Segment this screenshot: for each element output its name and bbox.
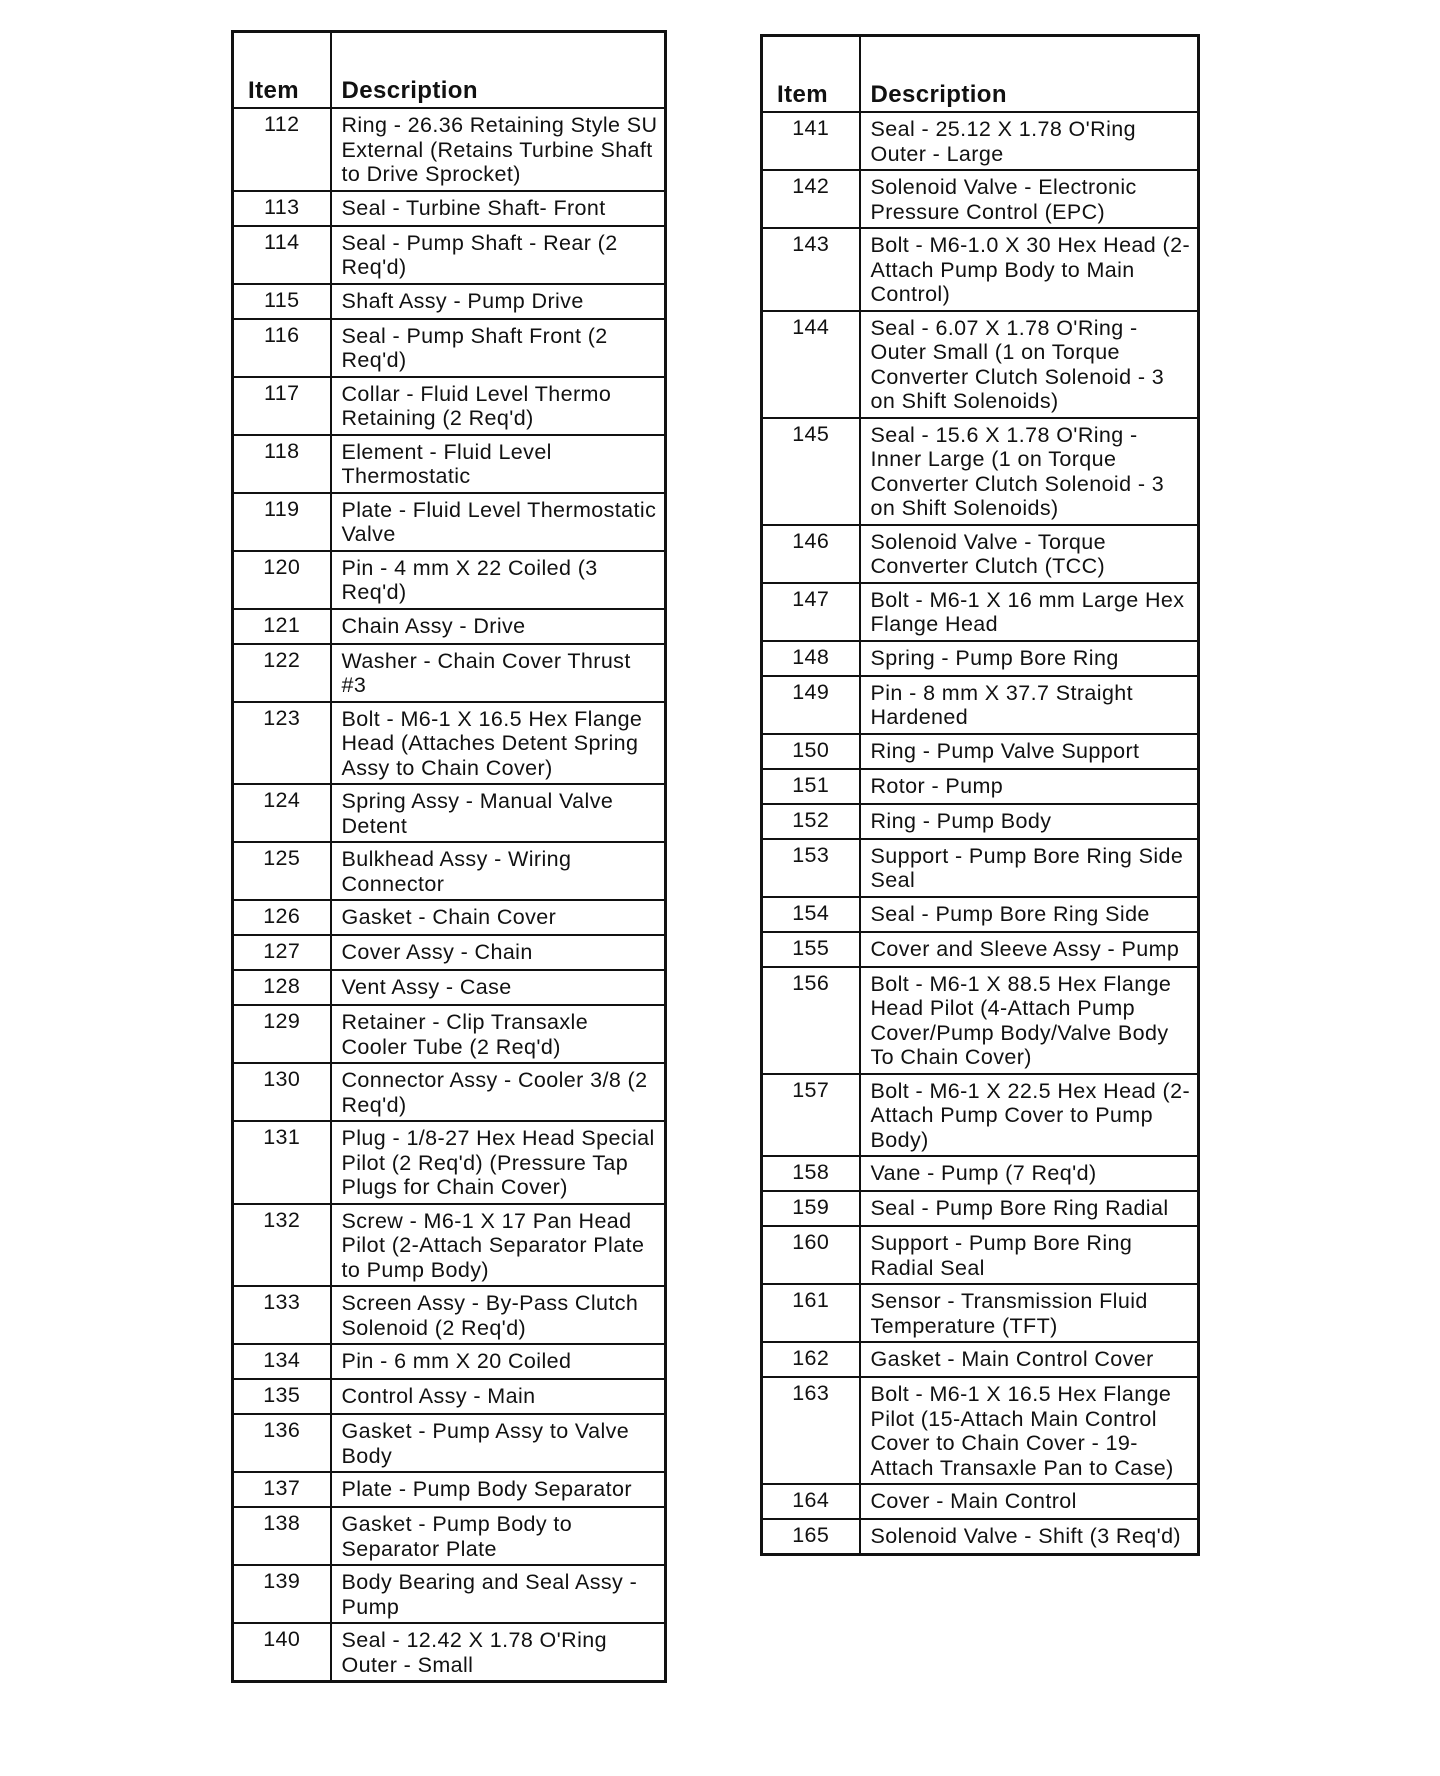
column-header-item: Item <box>233 32 331 109</box>
item-description: Seal - 25.12 X 1.78 O'Ring Outer - Large <box>860 112 1199 170</box>
table-row <box>762 311 1199 418</box>
item-number: 137 <box>233 1472 331 1507</box>
table-row <box>762 1377 1199 1484</box>
item-description: Screen Assy - By-Pass Clutch Solenoid (2 Req'd) <box>331 1286 666 1344</box>
item-number: 125 <box>233 842 331 900</box>
item-number: 164 <box>762 1484 860 1519</box>
item-description: Plug - 1/8-27 Hex Head Special Pilot (2 Req'd) (Pressure Tap Plugs for Chain Cover) <box>331 1121 666 1204</box>
table-row <box>762 1519 1199 1554</box>
table-row <box>233 1204 666 1287</box>
item-number: 165 <box>762 1519 860 1554</box>
table-row <box>233 191 666 226</box>
table-row <box>762 1191 1199 1226</box>
table-row <box>233 108 666 191</box>
table-row <box>762 112 1199 170</box>
item-number: 136 <box>233 1414 331 1472</box>
item-number: 113 <box>233 191 331 226</box>
item-number: 129 <box>233 1005 331 1063</box>
item-number: 130 <box>233 1063 331 1121</box>
item-description: Solenoid Valve - Electronic Pressure Control (EPC) <box>860 170 1199 228</box>
table-row <box>233 1565 666 1623</box>
item-description: Seal - 15.6 X 1.78 O'Ring - Inner Large (1 on Torque Converter Clutch Solenoid - 3 on Shift Solenoids) <box>860 418 1199 525</box>
item-description: Ring - Pump Body <box>860 804 1199 839</box>
item-description: Ring - 26.36 Retaining Style SU External (Retains Turbine Shaft to Drive Sprocket) <box>331 108 666 191</box>
item-number: 121 <box>233 609 331 644</box>
item-number: 146 <box>762 525 860 583</box>
item-description: Gasket - Main Control Cover <box>860 1342 1199 1377</box>
table-row <box>233 842 666 900</box>
table-row <box>762 170 1199 228</box>
item-description: Seal - Pump Shaft - Rear (2 Req'd) <box>331 226 666 284</box>
table-row <box>762 1074 1199 1157</box>
item-number: 116 <box>233 319 331 377</box>
item-description: Seal - Pump Bore Ring Radial <box>860 1191 1199 1226</box>
item-description: Spring Assy - Manual Valve Detent <box>331 784 666 842</box>
item-description: Plate - Pump Body Separator <box>331 1472 666 1507</box>
table-row <box>233 226 666 284</box>
item-number: 132 <box>233 1204 331 1287</box>
table-row <box>233 1379 666 1414</box>
table-row <box>233 935 666 970</box>
item-description: Rotor - Pump <box>860 769 1199 804</box>
item-number: 139 <box>233 1565 331 1623</box>
item-number: 142 <box>762 170 860 228</box>
table-row <box>233 702 666 785</box>
table-row <box>233 1063 666 1121</box>
item-description: Cover Assy - Chain <box>331 935 666 970</box>
item-number: 147 <box>762 583 860 641</box>
table-row <box>233 1507 666 1565</box>
table-row <box>762 1284 1199 1342</box>
table-row <box>762 1226 1199 1284</box>
table-row <box>762 1342 1199 1377</box>
item-description: Control Assy - Main <box>331 1379 666 1414</box>
table-row <box>233 551 666 609</box>
table-row <box>762 525 1199 583</box>
item-number: 153 <box>762 839 860 897</box>
item-description: Bolt - M6-1 X 88.5 Hex Flange Head Pilot (4-Attach Pump Cover/Pump Body/Valve Body To Chain Cover) <box>860 967 1199 1074</box>
item-number: 131 <box>233 1121 331 1204</box>
item-description: Washer - Chain Cover Thrust #3 <box>331 644 666 702</box>
item-number: 151 <box>762 769 860 804</box>
item-description: Bolt - M6-1 X 16.5 Hex Flange Head (Attaches Detent Spring Assy to Chain Cover) <box>331 702 666 785</box>
table-row <box>233 609 666 644</box>
item-number: 119 <box>233 493 331 551</box>
item-number: 141 <box>762 112 860 170</box>
item-description: Cover - Main Control <box>860 1484 1199 1519</box>
item-number: 157 <box>762 1074 860 1157</box>
item-number: 126 <box>233 900 331 935</box>
table-row <box>762 1484 1199 1519</box>
table-row <box>762 418 1199 525</box>
item-description: Collar - Fluid Level Thermo Retaining (2 Req'd) <box>331 377 666 435</box>
item-number: 162 <box>762 1342 860 1377</box>
item-number: 135 <box>233 1379 331 1414</box>
item-description: Body Bearing and Seal Assy - Pump <box>331 1565 666 1623</box>
item-description: Solenoid Valve - Shift (3 Req'd) <box>860 1519 1199 1554</box>
item-number: 148 <box>762 641 860 676</box>
item-number: 124 <box>233 784 331 842</box>
table-row <box>233 1005 666 1063</box>
table-row <box>762 583 1199 641</box>
item-description: Pin - 4 mm X 22 Coiled (3 Req'd) <box>331 551 666 609</box>
item-number: 159 <box>762 1191 860 1226</box>
item-number: 144 <box>762 311 860 418</box>
table-row <box>233 900 666 935</box>
item-description: Seal - Pump Bore Ring Side <box>860 897 1199 932</box>
item-number: 127 <box>233 935 331 970</box>
table-row <box>762 967 1199 1074</box>
item-number: 120 <box>233 551 331 609</box>
item-number: 154 <box>762 897 860 932</box>
item-description: Ring - Pump Valve Support <box>860 734 1199 769</box>
item-description: Bulkhead Assy - Wiring Connector <box>331 842 666 900</box>
item-description: Seal - Pump Shaft Front (2 Req'd) <box>331 319 666 377</box>
item-number: 155 <box>762 932 860 967</box>
column-header-description: Description <box>331 32 666 109</box>
item-number: 115 <box>233 284 331 319</box>
item-description: Screw - M6-1 X 17 Pan Head Pilot (2-Attach Separator Plate to Pump Body) <box>331 1204 666 1287</box>
item-description: Support - Pump Bore Ring Radial Seal <box>860 1226 1199 1284</box>
item-description: Spring - Pump Bore Ring <box>860 641 1199 676</box>
table-row <box>233 435 666 493</box>
table-row <box>233 319 666 377</box>
item-description: Connector Assy - Cooler 3/8 (2 Req'd) <box>331 1063 666 1121</box>
table-row <box>233 1121 666 1204</box>
item-description: Gasket - Chain Cover <box>331 900 666 935</box>
item-number: 160 <box>762 1226 860 1284</box>
item-number: 117 <box>233 377 331 435</box>
table-row <box>233 1286 666 1344</box>
item-description: Vane - Pump (7 Req'd) <box>860 1156 1199 1191</box>
item-number: 156 <box>762 967 860 1074</box>
table-row <box>233 493 666 551</box>
item-description: Seal - Turbine Shaft- Front <box>331 191 666 226</box>
table-row <box>762 641 1199 676</box>
item-description: Seal - 6.07 X 1.78 O'Ring - Outer Small (1 on Torque Converter Clutch Solenoid - 3 on Shift Solenoids) <box>860 311 1199 418</box>
item-description: Plate - Fluid Level Thermostatic Valve <box>331 493 666 551</box>
table-row <box>762 1156 1199 1191</box>
table-row <box>233 1472 666 1507</box>
table-row <box>233 644 666 702</box>
item-description: Pin - 8 mm X 37.7 Straight Hardened <box>860 676 1199 734</box>
item-description: Bolt - M6-1.0 X 30 Hex Head (2-Attach Pump Body to Main Control) <box>860 228 1199 311</box>
item-description: Sensor - Transmission Fluid Temperature (TFT) <box>860 1284 1199 1342</box>
item-description: Element - Fluid Level Thermostatic <box>331 435 666 493</box>
table-row <box>233 1414 666 1472</box>
item-description: Pin - 6 mm X 20 Coiled <box>331 1344 666 1379</box>
item-number: 122 <box>233 644 331 702</box>
item-description: Shaft Assy - Pump Drive <box>331 284 666 319</box>
table-row <box>233 784 666 842</box>
table-row <box>233 1344 666 1379</box>
table-row <box>762 839 1199 897</box>
item-number: 150 <box>762 734 860 769</box>
item-description: Support - Pump Bore Ring Side Seal <box>860 839 1199 897</box>
table-row <box>762 804 1199 839</box>
item-description: Solenoid Valve - Torque Converter Clutch (TCC) <box>860 525 1199 583</box>
item-description: Bolt - M6-1 X 16 mm Large Hex Flange Head <box>860 583 1199 641</box>
item-number: 140 <box>233 1623 331 1682</box>
item-number: 152 <box>762 804 860 839</box>
item-number: 112 <box>233 108 331 191</box>
table-row <box>233 970 666 1005</box>
column-header-item: Item <box>762 36 860 113</box>
item-description: Bolt - M6-1 X 22.5 Hex Head (2-Attach Pump Cover to Pump Body) <box>860 1074 1199 1157</box>
item-description: Chain Assy - Drive <box>331 609 666 644</box>
item-number: 145 <box>762 418 860 525</box>
parts-table-left <box>231 30 667 1683</box>
table-row <box>233 377 666 435</box>
item-number: 161 <box>762 1284 860 1342</box>
item-description: Gasket - Pump Assy to Valve Body <box>331 1414 666 1472</box>
item-number: 138 <box>233 1507 331 1565</box>
item-description: Seal - 12.42 X 1.78 O'Ring Outer - Small <box>331 1623 666 1682</box>
item-number: 149 <box>762 676 860 734</box>
table-row <box>762 932 1199 967</box>
parts-table-right <box>760 34 1200 1556</box>
item-number: 133 <box>233 1286 331 1344</box>
table-row <box>233 284 666 319</box>
item-number: 118 <box>233 435 331 493</box>
item-number: 114 <box>233 226 331 284</box>
item-description: Gasket - Pump Body to Separator Plate <box>331 1507 666 1565</box>
table-row <box>762 676 1199 734</box>
table-row <box>762 228 1199 311</box>
item-number: 128 <box>233 970 331 1005</box>
item-description: Vent Assy - Case <box>331 970 666 1005</box>
item-number: 158 <box>762 1156 860 1191</box>
table-row <box>762 734 1199 769</box>
item-description: Cover and Sleeve Assy - Pump <box>860 932 1199 967</box>
item-description: Retainer - Clip Transaxle Cooler Tube (2 Req'd) <box>331 1005 666 1063</box>
item-number: 123 <box>233 702 331 785</box>
item-number: 134 <box>233 1344 331 1379</box>
item-number: 143 <box>762 228 860 311</box>
column-header-description: Description <box>860 36 1199 113</box>
table-row <box>233 1623 666 1682</box>
table-row <box>762 769 1199 804</box>
table-row <box>762 897 1199 932</box>
item-description: Bolt - M6-1 X 16.5 Hex Flange Pilot (15-Attach Main Control Cover to Chain Cover - 19-Attach Transaxle Pan to Case) <box>860 1377 1199 1484</box>
item-number: 163 <box>762 1377 860 1484</box>
